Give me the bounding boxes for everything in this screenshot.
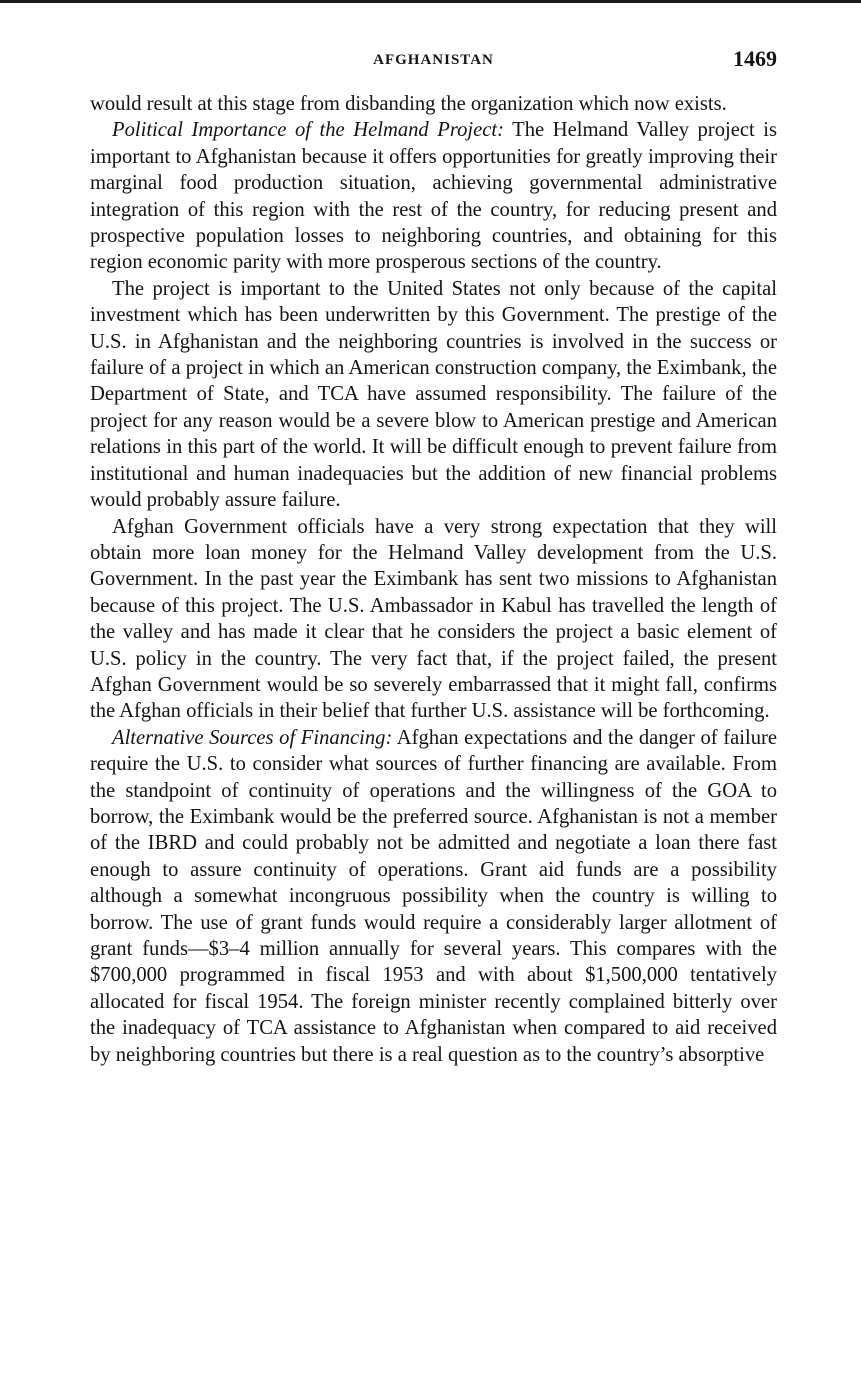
body-text [90,91,777,1068]
paragraph-text: Afghan Government officials have a very strong expectation that they will obtain more loan money for the Helmand Valley development from the U.S. Government. In the past year the Eximbank has sent two missions to Afghanistan because of this project. The U.S. Ambassador in Kabul has travelled the length of the valley and has made it clear that he considers the project a basic element of U.S. policy in the country. The very fact that, if the project failed, the present Afghan Government would be so severely embarrassed that it might fall, confirms the Afghan officials in their belief that further U.S. assistance will be forthcoming. [90,515,777,723]
page-number: 1469 [733,46,777,71]
paragraph-continuation [90,91,777,117]
paragraph-text: The project is important to the United States not only because of the capital investment which has been underwritten by this Government. The prestige of the U.S. in Afghanistan and the neighboring countries is involved in the success or failure of a project in which an American construction company, the Eximbank, the Department of State, and TCA have assumed responsibility. The failure of the project for any reason would be a severe blow to American prestige and American relations in this part of the world. It will be difficult enough to prevent failure from institutional and human inadequacies but the addition of new financial problems would probably assure failure. [90,277,777,512]
paragraph-lead-heading: Alternative Sources of Financing: [112,726,393,749]
running-head: AFGHANISTAN [373,52,494,68]
paragraph-afghan-expectations [90,514,777,725]
paragraph-text: Afghan expectations and the danger of failure require the U.S. to consider what sources of further financing are available. From the standpoint of continuity of operations and the willingness of the GOA to borrow, the Eximbank would be the preferred source. Afghanistan is not a member of the IBRD and could probably not be admitted and negotiate a loan there fast enough to assure continuity of operations. Grant aid funds are a possibility although a somewhat incongruous possibility when the country is willing to borrow. The use of grant funds would require a considerably larger allotment of grant funds—$3–4 million annually for several years. This compares with the $700,000 programmed in fiscal 1953 and with about $1,500,000 tentatively allocated for fiscal 1954. The foreign minister recently complained bitterly over the inadequacy of TCA assistance to Afghanistan when compared to aid received by neighboring countries but there is a real question as to the country’s absorptive [90,726,777,1066]
paragraph-political-importance [90,117,777,275]
paragraph-lead-heading: Political Importance of the Helmand Project: [112,119,504,142]
paragraph-text: The Helmand Valley project is important to Afghanistan because it offers opportunities for greatly improving their marginal food production situation, achieving governmental administrative integration of this region with the rest of the country, for reducing present and prospective population losses to neighboring countries, and obtaining for this region economic parity with more prosperous sections of the country. [90,119,777,274]
page-header [90,46,777,76]
top-border-rule [0,0,861,3]
paragraph-us-importance [90,276,777,514]
paragraph-alternative-financing [90,725,777,1068]
paragraph-text: would result at this stage from disbanding the organization which now exists. [90,93,727,115]
